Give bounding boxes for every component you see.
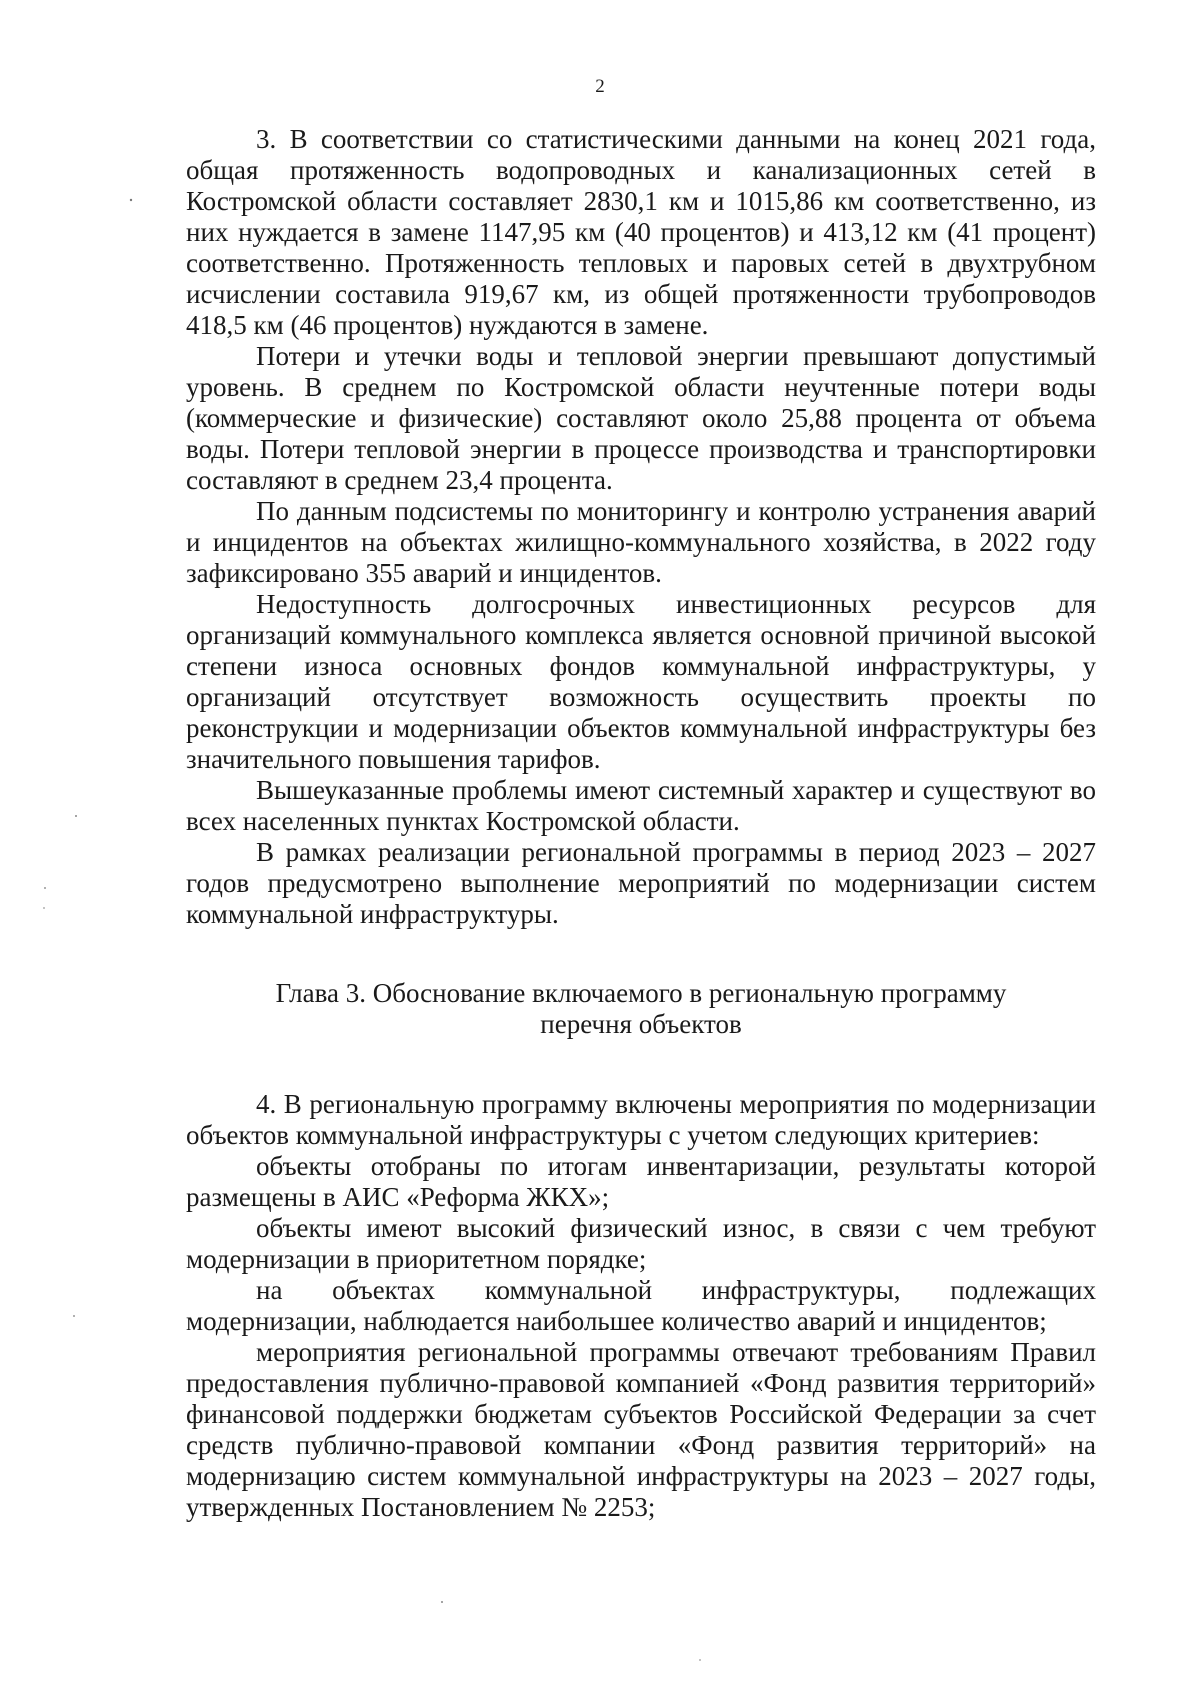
paragraph-criterion-wear: объекты имеют высокий физический износ, в связи с чем требуют модернизации в приоритетном порядке; — [186, 1213, 1096, 1274]
paragraph-investment-resources: Недоступность долгосрочных инвестиционных ресурсов для организаций коммунального комплекса является основной причиной высокой степени износа основных фондов коммунальной инфраструктуры, у организаций отсутствует возможность осуществить проекты по реконструкции и модернизации объектов коммунальной инфраструктуры без значительного повышения тарифов. — [186, 589, 1096, 774]
chapter-heading-line-1: Глава 3. Обоснование включаемого в региональную программу — [275, 978, 1007, 1008]
chapter-heading-line-2: перечня объектов — [540, 1009, 742, 1039]
chapter-heading — [186, 978, 1096, 1040]
paragraph-criteria-intro: 4. В региональную программу включены мероприятия по модернизации объектов коммунальной инфраструктуры с учетом следующих критериев: — [186, 1089, 1096, 1150]
page-number: 2 — [595, 76, 605, 97]
paragraph-criterion-rules: мероприятия региональной программы отвечают требованиям Правил предоставления публично-правовой компанией «Фонд развития территорий» финансовой поддержки бюджетам субъектов Российской Федерации за счет средств публично-правовой компании «Фонд развития территорий» на модернизацию систем коммунальной инфраструктуры на 2023 – 2027 годы, утвержденных Постановлением № 2253; — [186, 1337, 1096, 1522]
paragraph-networks-length: 3. В соответствии со статистическими данными на конец 2021 года, общая протяженность водопроводных и канализационных сетей в Костромской области составляет 2830,1 км и 1015,86 км соответственно, из них нуждается в замене 1147,95 км (40 процентов) и 413,12 км (41 процент) соответственно. Протяженность тепловых и паровых сетей в двухтрубном исчислении составила 919,67 км, из общей протяженности трубопроводов 418,5 км (46 процентов) нуждаются в замене. — [186, 124, 1096, 340]
document-body — [186, 124, 1096, 1523]
paragraph-program-period: В рамках реализации региональной программы в период 2023 – 2027 годов предусмотрено выполнение мероприятий по модернизации систем коммунальной инфраструктуры. — [186, 837, 1096, 929]
paragraph-systemic-problems: Вышеуказанные проблемы имеют системный характер и существуют во всех населенных пунктах Костромской области. — [186, 775, 1096, 836]
paragraph-criterion-accidents: на объектах коммунальной инфраструктуры, подлежащих модернизации, наблюдается наибольшее количество аварий и инцидентов; — [186, 1275, 1096, 1336]
paragraph-accidents-monitoring: По данным подсистемы по мониторингу и контролю устранения аварий и инцидентов на объектах жилищно-коммунального хозяйства, в 2022 году зафиксировано 355 аварий и инцидентов. — [186, 496, 1096, 588]
paragraph-water-heat-losses: Потери и утечки воды и тепловой энергии превышают допустимый уровень. В среднем по Костромской области неучтенные потери воды (коммерческие и физические) составляют около 25,88 процента от объема воды. Потери тепловой энергии в процессе производства и транспортировки составляют в среднем 23,4 процента. — [186, 341, 1096, 495]
paragraph-criterion-inventory: объекты отобраны по итогам инвентаризации, результаты которой размещены в АИС «Реформа ЖКХ»; — [186, 1151, 1096, 1212]
